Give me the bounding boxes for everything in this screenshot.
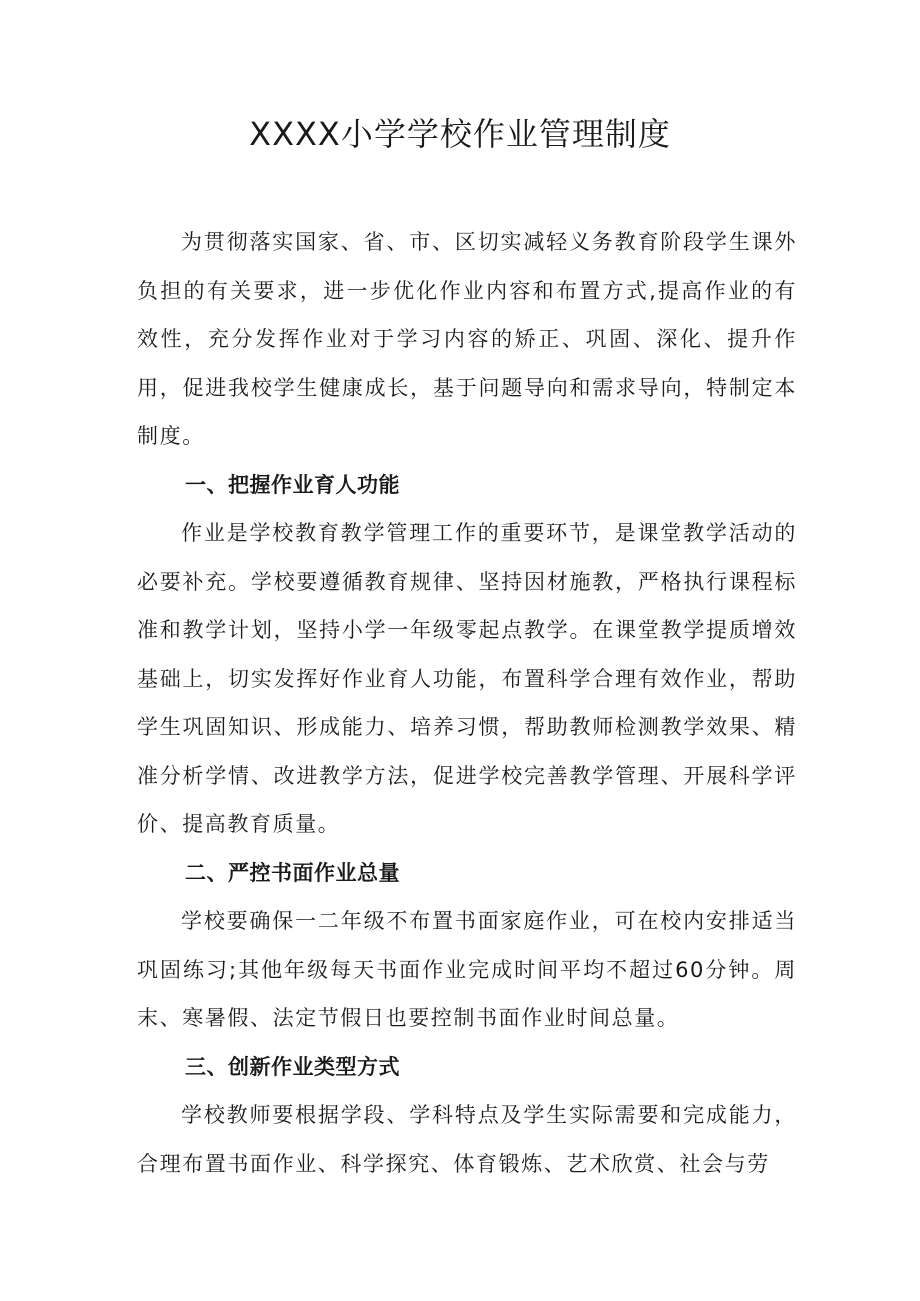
section-heading-1: 一、把握作业育人功能 xyxy=(185,472,400,497)
section-heading-3: 三、创新作业类型方式 xyxy=(185,1054,400,1079)
section-heading-2: 二、严控书面作业总量 xyxy=(185,860,400,885)
section-body-2: 学校要确保一二年级不布置书面家庭作业，可在校内安排适当巩固练习;其他年级每天书面作业完成时间平均不超过60分钟。周末、寒暑假、法定节假日也要控制书面作业时间总量。 xyxy=(137,909,797,1030)
section-body-3: 学校教师要根据学段、学科特点及学生实际需要和完成能力，合理布置书面作业、科学探究、体育锻炼、艺术欣赏、社会与劳 xyxy=(137,1103,797,1176)
section-body-1: 作业是学校教育教学管理工作的重要环节，是课堂教学活动的必要补充。学校要遵循教育规律、坚持因材施教，严格执行课程标准和教学计划，坚持小学一年级零起点教学。在课堂教学提质增效基础上，切实发挥好作业育人功能，布置科学合理有效作业，帮助学生巩固知识、形成能力、培养习惯，帮助教师检测教学效果、精准分析学情、改进教学方法，促进学校完善教学管理、开展科学评价、提高教育质量。 xyxy=(137,521,797,836)
document-title: XXXX小学学校作业管理制度 xyxy=(249,115,671,153)
document-body xyxy=(137,218,797,1188)
intro-paragraph: 为贯彻落实国家、省、市、区切实减轻义务教育阶段学生课外负担的有关要求，进一步优化作业内容和布置方式,提高作业的有效性，充分发挥作业对于学习内容的矫正、巩固、深化、提升作用，促进我校学生健康成长，基于问题导向和需求导向，特制定本制度。 xyxy=(137,230,797,448)
